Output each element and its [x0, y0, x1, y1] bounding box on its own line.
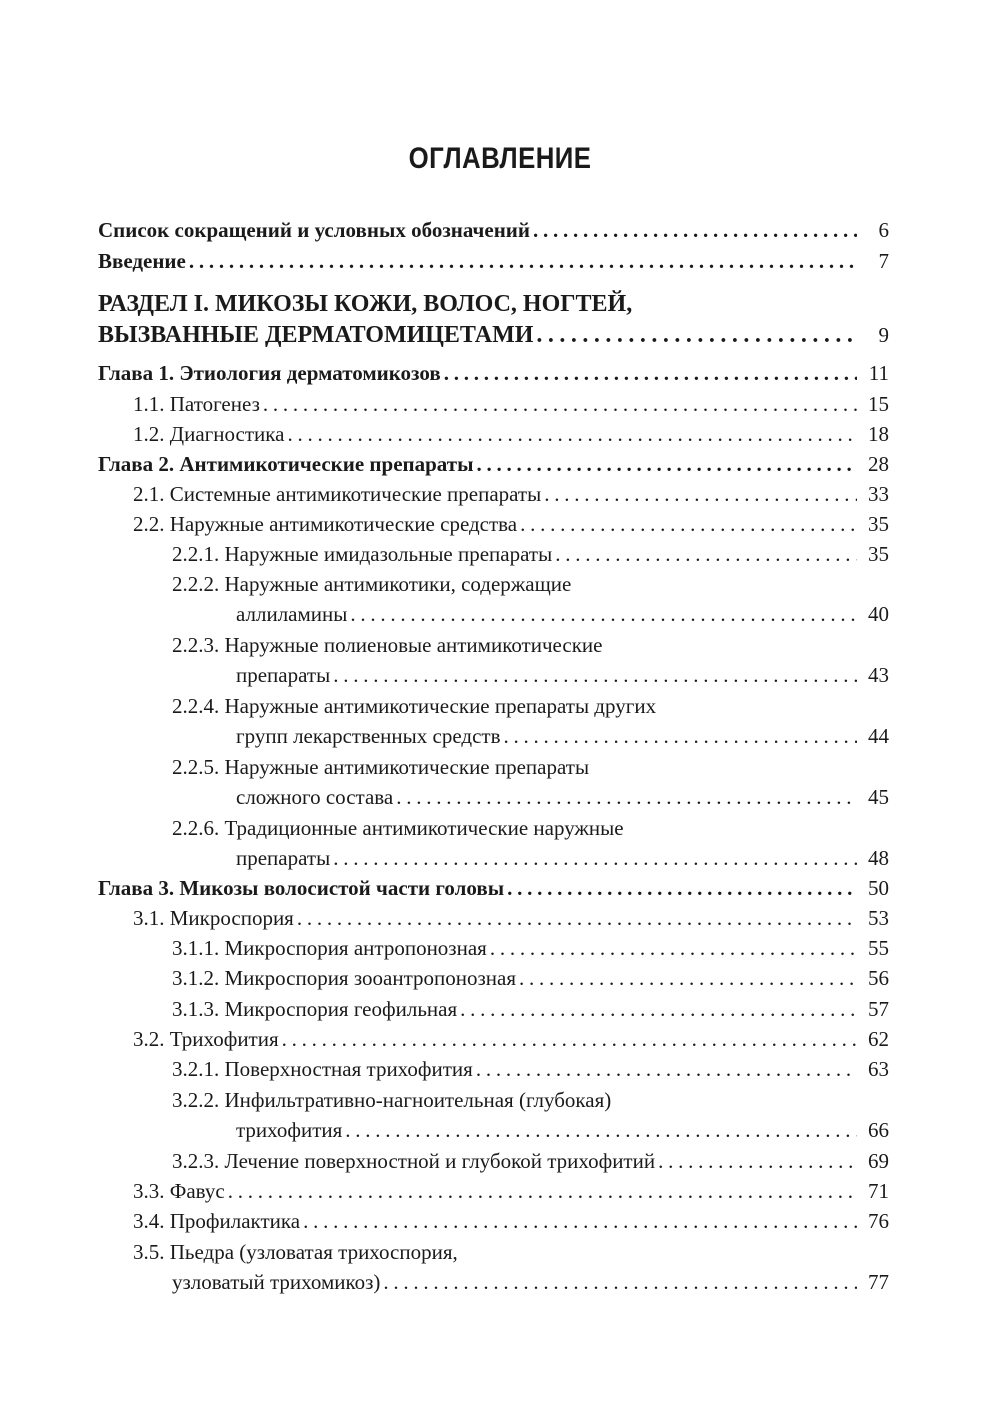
toc-entry-3-2[interactable] — [133, 1024, 889, 1054]
toc-entry-text: 3.4. Профилактика — [133, 1209, 301, 1233]
toc-page-number: 53 — [868, 906, 889, 930]
toc-entry-continuation — [236, 660, 889, 690]
toc-entry-2-1[interactable] — [133, 479, 889, 509]
toc-entry-text-line1: 3.2.2. Инфильтративно-нагноительная (глубокая) — [172, 1088, 612, 1112]
toc-entry-text: ВЫЗВАННЫЕ ДЕРМАТОМИЦЕТАМИ — [98, 322, 534, 348]
toc-page-number: 28 — [868, 452, 889, 476]
toc-entry-text-line1: 2.2.5. Наружные антимикотические препараты — [172, 755, 590, 779]
toc-entry-text: 1.1. Патогенез — [133, 392, 260, 416]
toc-entry-text: Глава 2. Антимикотические препараты — [98, 452, 474, 476]
toc-entry-text: Введение — [98, 249, 186, 273]
toc-entry-introduction[interactable] — [98, 246, 889, 276]
toc-entry-text: 1.2. Диагностика — [133, 422, 285, 446]
toc-page-number: 66 — [868, 1118, 889, 1142]
toc-entry-3-1-2[interactable] — [172, 963, 889, 993]
toc-entry-continuation — [236, 721, 889, 751]
dot-leader — [263, 389, 857, 419]
toc-entry-continuation — [236, 599, 889, 629]
toc-entry-text-line1: 2.2.4. Наружные антимикотические препараты других — [172, 694, 657, 718]
toc-entry-text: 3.1.1. Микроспория антропонозная — [172, 936, 487, 960]
toc-page-number: 35 — [868, 542, 889, 566]
toc-page-number: 71 — [868, 1179, 889, 1203]
toc-page-number: 50 — [868, 876, 889, 900]
toc-entry-text: трихофития — [236, 1118, 343, 1142]
toc-entry-2-2-1[interactable] — [172, 539, 889, 569]
dot-leader — [520, 509, 857, 539]
toc-entry-text: 2.2. Наружные антимикотические средства — [133, 512, 518, 536]
toc-page-number: 55 — [868, 936, 889, 960]
toc-entry-3-1-1[interactable] — [172, 933, 889, 963]
toc-page-number: 40 — [868, 602, 889, 626]
toc-entry-text: 2.2.1. Наружные имидазольные препараты — [172, 542, 553, 566]
dot-leader — [333, 843, 857, 873]
toc-entry-text: 3.2. Трихофития — [133, 1027, 279, 1051]
dot-leader — [350, 599, 857, 629]
toc-page-number: 48 — [868, 846, 889, 870]
dot-leader — [228, 1176, 857, 1206]
toc-page-number: 7 — [878, 249, 889, 273]
dot-leader — [282, 1024, 857, 1054]
dot-leader — [303, 1206, 857, 1236]
toc-page-number: 77 — [868, 1270, 889, 1294]
toc-entry-text: аллиламины — [236, 602, 348, 626]
toc-entry-text-line1: РАЗДЕЛ I. МИКОЗЫ КОЖИ, ВОЛОС, НОГТЕЙ, — [98, 291, 633, 317]
toc-entry-section — [98, 320, 889, 350]
toc-page-number: 63 — [868, 1057, 889, 1081]
toc-page-number: 35 — [868, 512, 889, 536]
toc-entry-text: Глава 1. Этиология дерматомикозов — [98, 361, 441, 385]
toc-page-number: 33 — [868, 482, 889, 506]
toc-page-number: 45 — [868, 785, 889, 809]
dot-leader — [519, 963, 857, 993]
toc-entry-text: узловатый трихомикоз) — [172, 1270, 381, 1294]
toc-entry-chapter-3[interactable] — [98, 873, 889, 903]
toc-entry-chapter-1[interactable] — [98, 358, 889, 388]
toc-entry-text: препараты — [236, 663, 331, 687]
toc-page-number: 11 — [868, 361, 889, 385]
dot-leader — [444, 358, 857, 388]
toc-entry-1-2[interactable] — [133, 419, 889, 449]
toc-entry-text-line1: 2.2.6. Традиционные антимикотические наружные — [172, 816, 624, 840]
toc-entry-continuation — [172, 1267, 889, 1297]
toc-entry-text: групп лекарственных средств — [236, 724, 501, 748]
toc-entry-continuation — [236, 843, 889, 873]
toc-page-number: 56 — [868, 966, 889, 990]
toc-entry-3-2-3[interactable] — [172, 1146, 889, 1176]
dot-leader — [460, 994, 857, 1024]
toc-entry-chapter-2[interactable] — [98, 449, 889, 479]
dot-leader — [533, 215, 857, 245]
toc-page-number: 76 — [868, 1209, 889, 1233]
toc-entry-text: препараты — [236, 846, 331, 870]
dot-leader — [503, 721, 857, 751]
toc-entry-text: 3.2.3. Лечение поверхностной и глубокой трихофитий — [172, 1149, 656, 1173]
dot-leader — [490, 933, 857, 963]
page-title: ОГЛАВЛЕНИЕ — [408, 142, 592, 175]
toc-entry-3-4[interactable] — [133, 1206, 889, 1236]
toc-page-number: 43 — [868, 663, 889, 687]
toc-entry-text: 3.1.3. Микроспория геофильная — [172, 997, 458, 1021]
dot-leader — [555, 539, 857, 569]
toc-page-number: 18 — [868, 422, 889, 446]
toc-entry-abbreviations[interactable] — [98, 215, 889, 245]
toc-entry-text: 2.1. Системные антимикотические препараты — [133, 482, 542, 506]
dot-leader — [658, 1146, 857, 1176]
dot-leader — [536, 320, 857, 350]
dot-leader — [345, 1115, 857, 1145]
toc-page-number: 57 — [868, 997, 889, 1021]
dot-leader — [333, 660, 857, 690]
toc-entry-1-1[interactable] — [133, 389, 889, 419]
dot-leader — [287, 419, 857, 449]
dot-leader — [189, 246, 857, 276]
dot-leader — [544, 479, 857, 509]
dot-leader — [297, 903, 857, 933]
toc-entry-text-line1: 2.2.3. Наружные полиеновые антимикотические — [172, 633, 603, 657]
toc-entry-text: Список сокращений и условных обозначений — [98, 218, 530, 242]
dot-leader — [476, 449, 857, 479]
toc-entry-continuation — [236, 1115, 889, 1145]
toc-entry-text: Глава 3. Микозы волосистой части головы — [98, 876, 505, 900]
dot-leader — [507, 873, 857, 903]
dot-leader — [383, 1267, 857, 1297]
toc-entry-3-1[interactable] — [133, 903, 889, 933]
toc-entry-text: 3.2.1. Поверхностная трихофития — [172, 1057, 473, 1081]
toc-page-number: 62 — [868, 1027, 889, 1051]
toc-entry-3-2-1[interactable] — [172, 1054, 889, 1084]
toc-entry-text: 3.3. Фавус — [133, 1179, 225, 1203]
toc-entry-text: 3.1. Микроспория — [133, 906, 294, 930]
toc-entry-text-line1: 3.5. Пьедра (узловатая трихоспория, — [133, 1240, 458, 1264]
dot-leader — [396, 782, 857, 812]
toc-entry-text: 3.1.2. Микроспория зооантропонозная — [172, 966, 516, 990]
toc-page-number: 69 — [868, 1149, 889, 1173]
toc-entry-text: сложного состава — [236, 785, 394, 809]
toc-entry-3-1-3[interactable] — [172, 994, 889, 1024]
toc-page-number: 44 — [868, 724, 889, 748]
dot-leader — [476, 1054, 857, 1084]
toc-page-number: 9 — [878, 323, 889, 347]
toc-entry-continuation — [236, 782, 889, 812]
toc-entry-2-2[interactable] — [133, 509, 889, 539]
toc-entry-text-line1: 2.2.2. Наружные антимикотики, содержащие — [172, 572, 572, 596]
toc-page-number: 15 — [868, 392, 889, 416]
toc-entry-3-3[interactable] — [133, 1176, 889, 1206]
toc-page-number: 6 — [878, 218, 889, 242]
